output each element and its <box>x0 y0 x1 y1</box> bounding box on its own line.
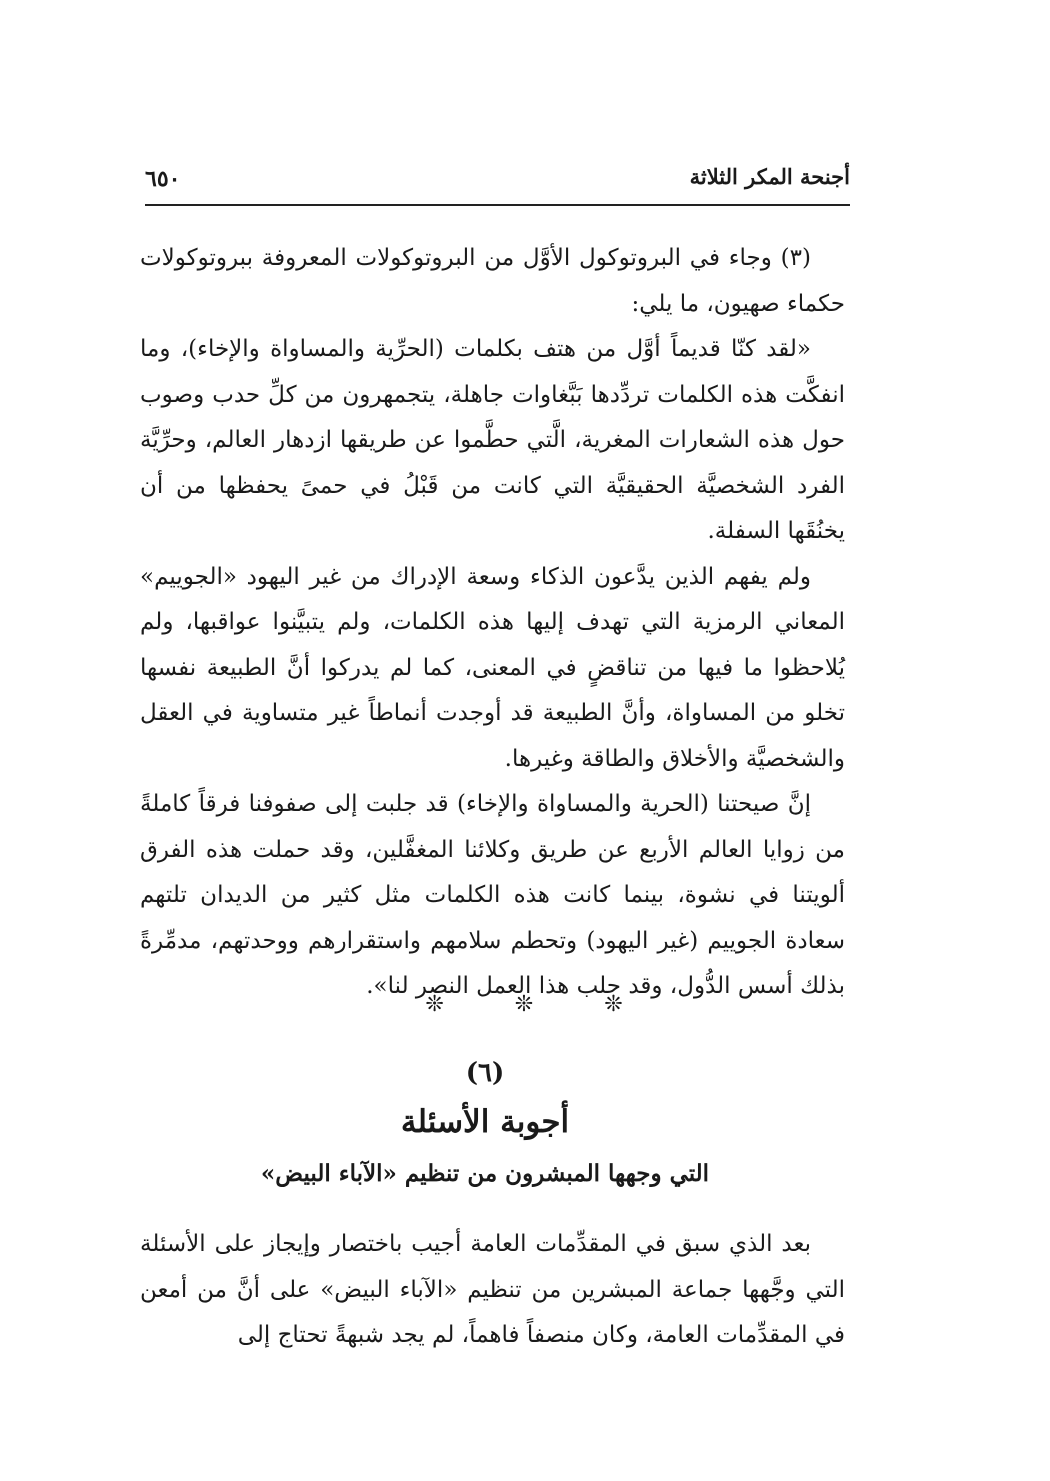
paragraph: (٣) وجاء في البروتوكول الأوَّل من البروتوكولات المعروفة ببروتوكولات حكماء صهيون، ما يلي: <box>140 245 845 317</box>
section-number: (٦) <box>465 1058 505 1088</box>
paragraph: بعد الذي سبق في المقدِّمات العامة أجيب باختصار وإيجاز على الأسئلة التي وجَّهها جماعة المبشرين من تنظيم «الآباء البيض» على أنَّ من أمعن في المقدِّمات العامة، وكان منصفاً فاهماً، لم يجد شبهةً تحتاج إلى <box>140 1231 845 1348</box>
section-body <box>140 1222 845 1359</box>
paragraph: ولم يفهم الذين يدَّعون الذكاء وسعة الإدراك من غير اليهود «الجوييم» المعاني الرمزية التي تهدف إليها هذه الكلمات، ولم يتبيَّنوا عواقبها، ولم يُلاحظوا ما فيها من تناقضٍ في المعنى، كما لم يدركوا أنَّ الطبيعة نفسها تخلو من المساواة، وأنَّ الطبيعة قد أوجدت أنماطاً غير متساوية في العقل والشخصيَّة والأخلاق والطاقة وغيرها. <box>140 563 845 772</box>
quoted-passage <box>140 236 845 1010</box>
page-number: ٦٥٠ <box>145 166 181 192</box>
section-separator <box>0 992 1050 1017</box>
page-header <box>145 160 850 206</box>
section-subtitle: التي وجهها المبشرون من تنظيم «الآباء البيض» <box>260 1160 710 1187</box>
paragraph: إنَّ صيحتنا (الحرية والمساواة والإخاء) قد جلبت إلى صفوفنا فرقاً كاملةً من زوايا العالم الأربع عن طريق وكلائنا المغفَّلين، وقد حملت هذه الفرق ألويتنا في نشوة، بينما كانت هذه الكلمات مثل كثير من الديدان تلتهم سعادة الجوييم (غير اليهود) وتحطم سلامهم واستقرارهم ووحدتهم، مدمِّرةً بذلك أسس الدُّول، وقد جلب هذا العمل النصر لنا». <box>140 791 845 999</box>
running-title: أجنحة المكر الثلاثة <box>689 164 850 189</box>
asterism-icon: ❊ <box>425 992 446 1017</box>
asterism-icon: ❊ <box>604 992 625 1017</box>
asterism-icon: ❊ <box>514 992 536 1017</box>
section-title: أجوبة الأسئلة <box>400 1104 570 1140</box>
paragraph: «لقد كنّا قديماً أوَّل من هتف بكلمات (الحرِّية والمساواة والإخاء)، وما انفكَّت هذه الكلمات تردِّدها بَبَّغاوات جاهلة، يتجمهرون من كلِّ حدب وصوب حول هذه الشعارات المغرية، الَّتي حطَّموا عن طريقها ازدهار العالم، وحرِّيَّة الفرد الشخصيَّة الحقيقيَّة التي كانت من قَبْلُ في حمىً يحفظها من أن يخنُقَها السفلة. <box>140 336 845 544</box>
